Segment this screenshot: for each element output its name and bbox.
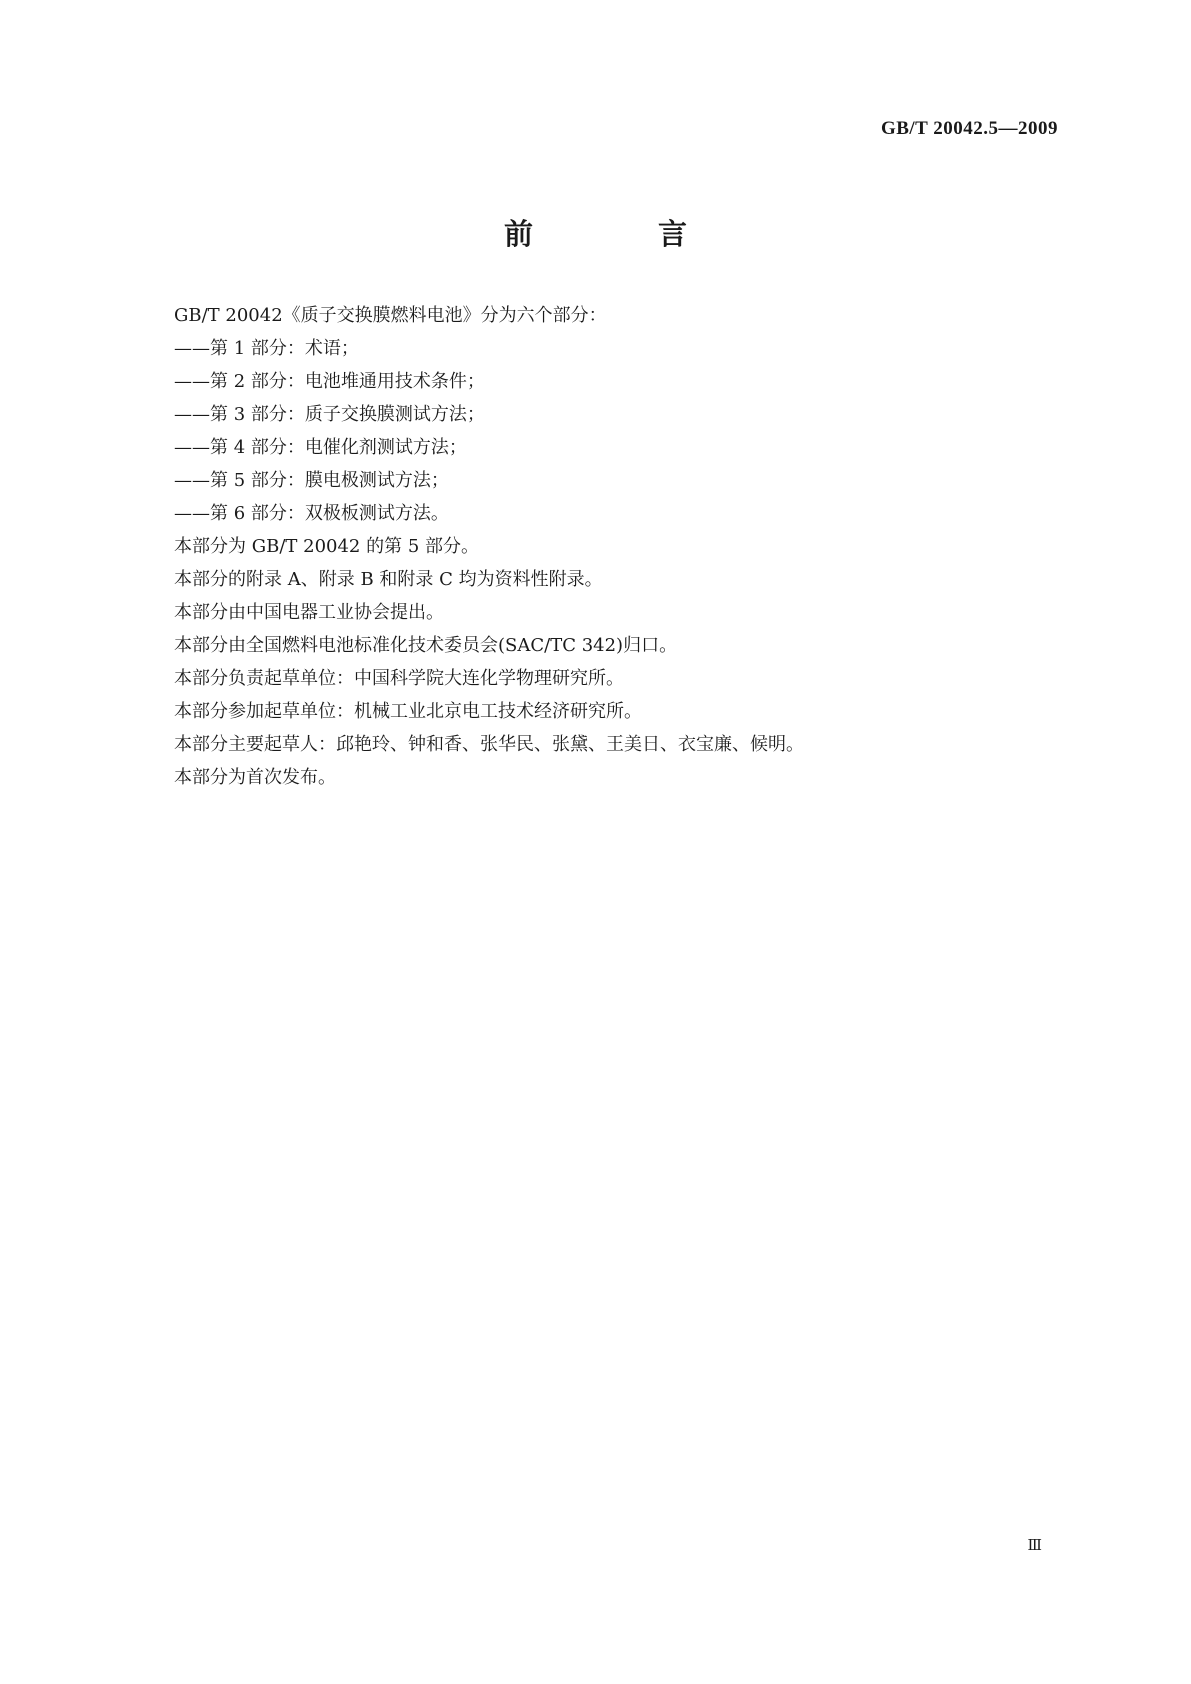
paragraph-line: 本部分由中国电器工业协会提出。	[174, 602, 444, 623]
paragraph-line: GB/T 20042《质子交换膜燃料电池》分为六个部分：	[174, 305, 607, 326]
paragraph-line: 本部分的附录 A、附录 B 和附录 C 均为资料性附录。	[174, 569, 603, 590]
list-item: ——第 6 部分：双极板测试方法。	[174, 503, 449, 524]
paragraph-line: 本部分为 GB/T 20042 的第 5 部分。	[174, 536, 479, 557]
page-title: 前 言	[503, 217, 735, 251]
standard-number: GB/T 20042.5—2009	[880, 118, 1058, 139]
paragraph-line: 本部分由全国燃料电池标准化技术委员会(SAC/TC 342)归口。	[174, 635, 678, 656]
paragraph-line: 本部分为首次发布。	[174, 767, 336, 788]
list-item: ——第 4 部分：电催化剂测试方法；	[174, 437, 467, 458]
paragraph-line: 本部分负责起草单位：中国科学院大连化学物理研究所。	[174, 668, 624, 689]
list-item: ——第 1 部分：术语；	[174, 338, 359, 359]
paragraph-line: 本部分主要起草人：邱艳玲、钟和香、张华民、张黛、王美日、衣宝廉、候明。	[174, 734, 804, 755]
foreword-body	[174, 299, 1074, 794]
list-item: ——第 5 部分：膜电极测试方法；	[174, 470, 449, 491]
list-item: ——第 2 部分：电池堆通用技术条件；	[174, 371, 485, 392]
list-item: ——第 3 部分：质子交换膜测试方法；	[174, 404, 485, 425]
page-number: Ⅲ	[1027, 1536, 1043, 1554]
paragraph-line: 本部分参加起草单位：机械工业北京电工技术经济研究所。	[174, 701, 642, 722]
